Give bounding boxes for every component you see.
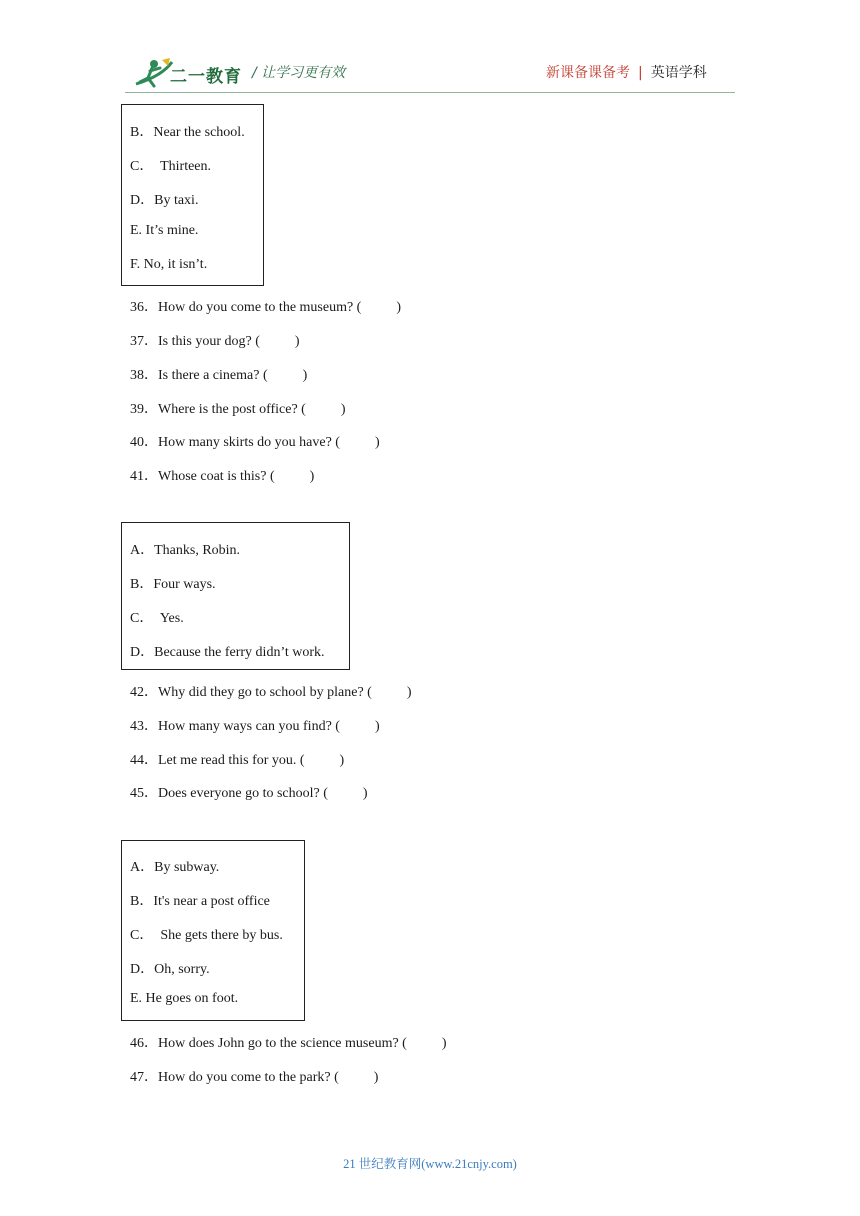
option-c: C． She gets there by bus. [130, 928, 283, 943]
option-d: D．Because the ferry didn’t work. [130, 645, 325, 660]
header-subject-label: 英语学科 [650, 65, 707, 81]
option-b: B．Four ways. [130, 577, 216, 592]
question-39: 39．Where is the post office? ( ) [130, 402, 346, 417]
question-47: 47．How do you come to the park? ( ) [130, 1070, 379, 1085]
option-e: E. He goes on foot. [130, 991, 239, 1006]
option-d: D．By taxi. [130, 193, 199, 208]
options-box-3 [121, 840, 305, 1021]
option-e: E. It’s mine. [130, 223, 199, 238]
options-box-2 [121, 522, 350, 670]
header-separator: | [638, 65, 643, 81]
question-43: 43．How many ways can you find? ( ) [130, 719, 380, 734]
option-b: B．It's near a post office [130, 894, 270, 909]
header-course-label: 新课备课备考 [546, 65, 630, 81]
page-header [0, 0, 860, 100]
option-b: B．Near the school. [130, 125, 245, 140]
header-right [546, 62, 707, 82]
question-44: 44．Let me read this for you. ( ) [130, 753, 345, 768]
option-c: C． Thirteen. [130, 159, 212, 174]
question-41: 41．Whose coat is this? ( ) [130, 469, 315, 484]
footer-source: 21 世纪教育网(www.21cnjy.com) [343, 1157, 517, 1171]
question-38: 38．Is there a cinema? ( ) [130, 368, 308, 383]
header-divider [125, 92, 735, 93]
question-46: 46．How does John go to the science museum? ( ) [130, 1036, 447, 1051]
option-f: F. No, it isn’t. [130, 257, 208, 272]
slogan: / 让学习更有效 [252, 65, 346, 81]
options-box-1 [121, 104, 264, 286]
question-45: 45．Does everyone go to school? ( ) [130, 786, 368, 801]
question-36: 36．How do you come to the museum? ( ) [130, 300, 402, 315]
question-37: 37．Is this your dog? ( ) [130, 334, 300, 349]
option-d: D．Oh, sorry. [130, 962, 210, 977]
question-42: 42．Why did they go to school by plane? ( ) [130, 685, 412, 700]
option-a: A．By subway. [130, 860, 220, 875]
logo-text: 二一教育 [170, 67, 242, 87]
option-a: A．Thanks, Robin. [130, 543, 241, 558]
option-c: C． Yes. [130, 611, 184, 626]
question-40: 40．How many skirts do you have? ( ) [130, 435, 380, 450]
